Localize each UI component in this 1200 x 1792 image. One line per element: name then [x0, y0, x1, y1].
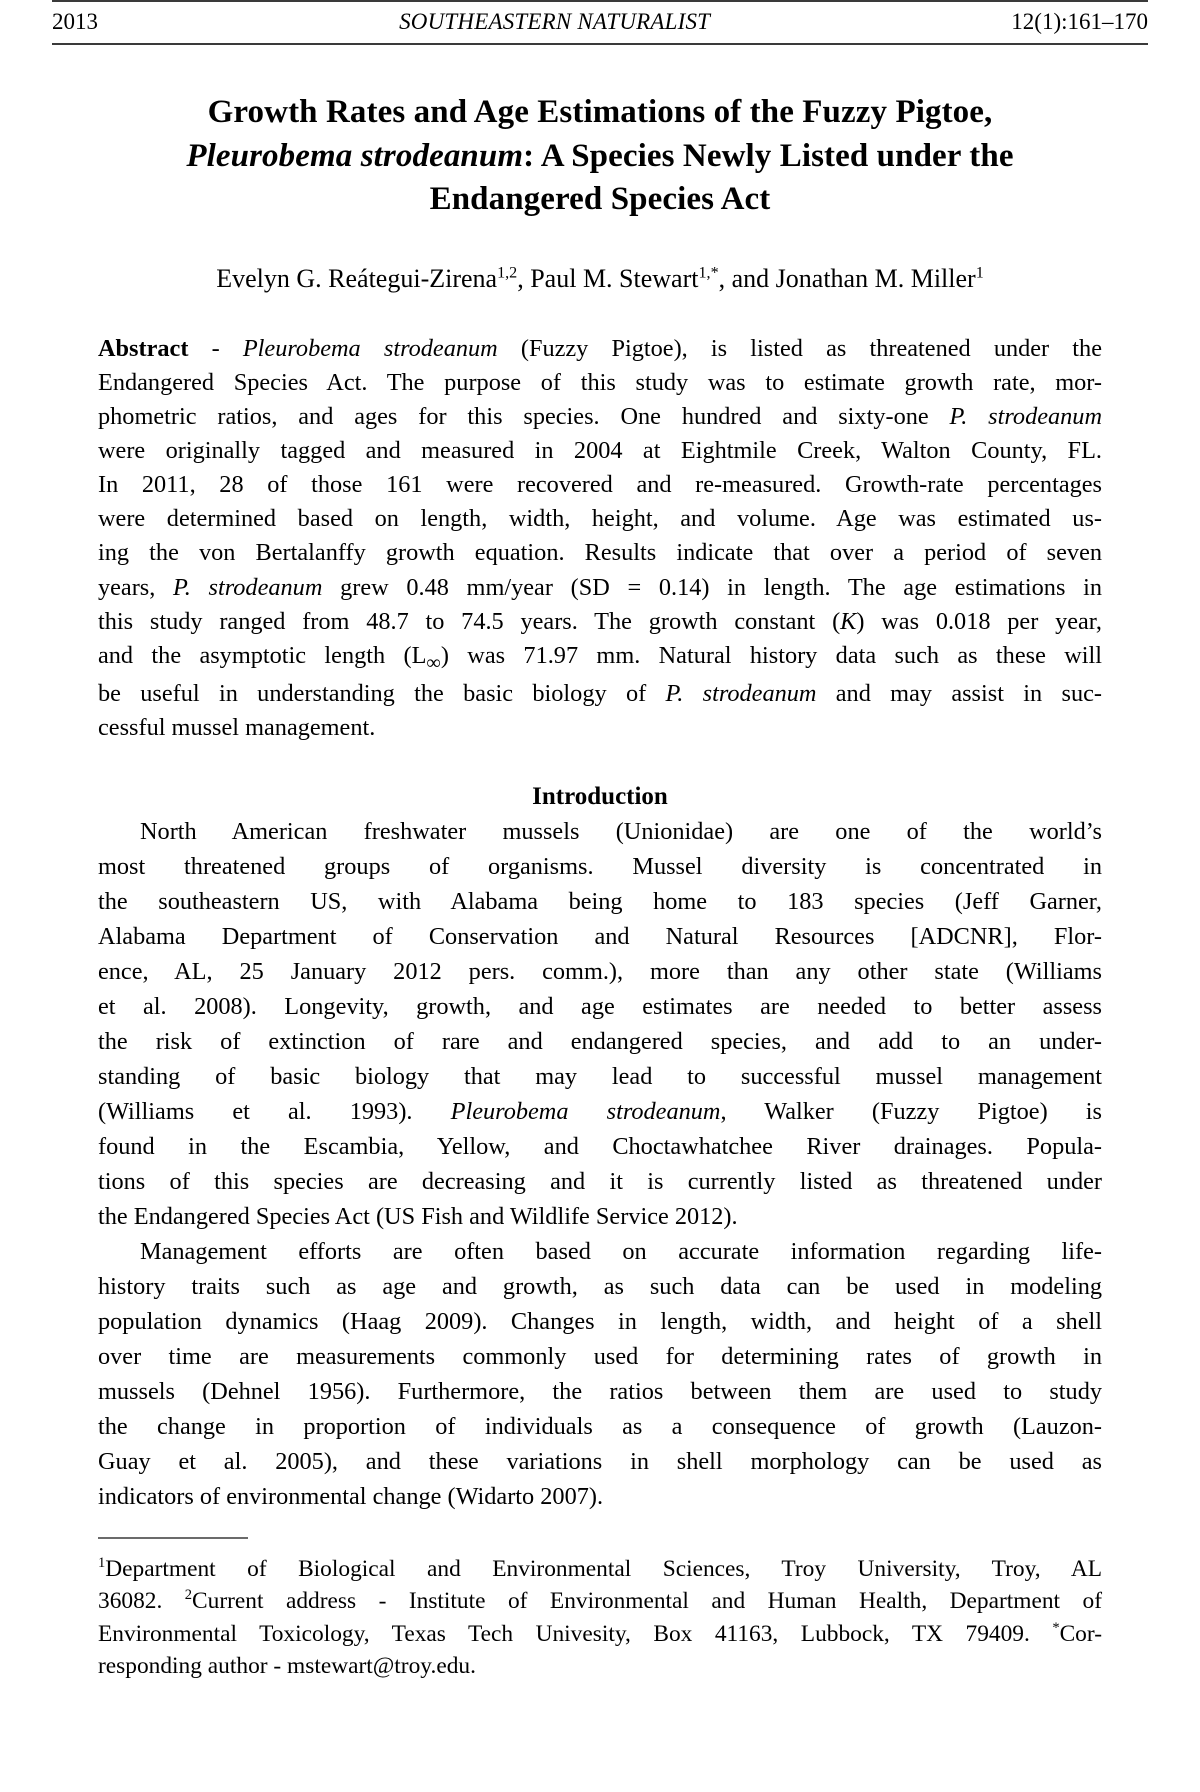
abstract-species-4: P. strodeanum [665, 680, 817, 708]
body-line: indicators of environmental change (Widarto 2007). [98, 1483, 604, 1511]
author-3-affiliation-marker: 1 [975, 264, 984, 282]
title-line-3: Endangered Species Act [429, 181, 771, 218]
author-2-affiliation-marker: 1,* [698, 264, 719, 282]
author-1-affiliation-marker: 1,2 [497, 264, 518, 282]
page-title [100, 91, 1100, 222]
running-head [52, 0, 1148, 45]
title-species-name: Pleurobema strodeanum [186, 137, 524, 174]
body-line [98, 1095, 1102, 1130]
abstract-dash: - [188, 334, 243, 362]
abstract-growth-constant-symbol: K [840, 607, 857, 635]
abstract-line-11b: and may assist in suc- [816, 680, 1102, 708]
body-line [98, 1235, 1102, 1270]
body-line-9b: , Walker (Fuzzy Pigtoe) is [720, 1098, 1103, 1126]
abstract-line [98, 332, 1102, 366]
footnote-block [98, 1553, 1102, 1682]
intro-paragraph-2 [98, 1235, 1102, 1515]
footnote-line-2a: 36082. [98, 1588, 185, 1615]
body-line: the southeastern US, with Alabama being home to 183 species (Jeff Garner, [98, 888, 1102, 916]
abstract-block [98, 332, 1102, 746]
abstract-species-2: P. strodeanum [949, 402, 1102, 430]
body-line [98, 815, 1102, 850]
abstract-species-1: Pleurobema strodeanum [242, 334, 498, 362]
abstract-line [98, 571, 1102, 605]
abstract-line [98, 605, 1102, 639]
footnote-line [98, 1553, 1102, 1585]
abstract-line-9a: this study ranged from 48.7 to 74.5 years. The growth constant ( [98, 607, 841, 635]
body-line: most threatened groups of organisms. Mussel diversity is concentrated in [98, 853, 1102, 881]
body-line: over time are measurements commonly used for determining rates of growth in [98, 1343, 1102, 1371]
abstract-line: cessful mussel management. [98, 714, 376, 742]
body-line: found in the Escambia, Yellow, and Choctawhatchee River drainages. Popula- [98, 1133, 1102, 1161]
body-line-text: Management efforts are often based on accurate information regarding life- [140, 1238, 1102, 1266]
abstract-line: Endangered Species Act. The purpose of this study was to estimate growth rate, mor- [98, 368, 1102, 396]
abstract-line: were originally tagged and measured in 2004 at Eightmile Creek, Walton County, FL. [98, 437, 1102, 465]
body-line: the Endangered Species Act (US Fish and Wildlife Service 2012). [98, 1203, 738, 1231]
footnote-line-3b: Cor- [1059, 1620, 1102, 1647]
author-separator-2: , and [718, 263, 776, 293]
body-line: et al. 2008). Longevity, growth, and age estimates are needed to better assess [98, 993, 1102, 1021]
abstract-line-1-rest: (Fuzzy Pigtoe), is listed as threatened under the [497, 334, 1102, 362]
footnote-line [98, 1585, 1102, 1617]
abstract-line-8b: grew 0.48 mm/year (SD = 0.14) in length. The age estimations in [322, 573, 1102, 601]
running-head-journal-title: SOUTHEASTERN NATURALIST [399, 9, 711, 34]
running-head-year: 2013 [52, 9, 98, 34]
intro-paragraph-1 [98, 815, 1102, 1235]
abstract-line [98, 400, 1102, 434]
body-line: tions of this species are decreasing and it is currently listed as threatened under [98, 1168, 1102, 1196]
footnote-marker-1: 1 [98, 1555, 106, 1572]
abstract-line-9b: ) was 0.018 per year, [856, 607, 1102, 635]
body-line: ence, AL, 25 January 2012 pers. comm.), more than any other state (Williams [98, 958, 1102, 986]
footnote-marker-asterisk: * [1052, 1619, 1060, 1636]
abstract-line: In 2011, 28 of those 161 were recovered and re-measured. Growth-rate percentages [98, 471, 1102, 499]
intro-species-name: Pleurobema strodeanum [450, 1098, 721, 1126]
abstract-line-10a: and the asymptotic length (L [98, 641, 427, 669]
footnote-line-2b: Current address - Institute of Environmental and Human Health, Department of [192, 1588, 1102, 1615]
abstract-species-3: P. strodeanum [173, 573, 323, 601]
body-line: the change in proportion of individuals as a consequence of growth (Lauzon- [98, 1413, 1102, 1441]
footnote-line-1: Department of Biological and Environmental Sciences, Troy University, Troy, AL [105, 1556, 1102, 1583]
footnote-marker-2: 2 [184, 1587, 193, 1604]
body-line: mussels (Dehnel 1956). Furthermore, the ratios between them are used to study [98, 1378, 1102, 1406]
abstract-line [98, 639, 1102, 677]
footnote-line-3a: Environmental Toxicology, Texas Tech Univesity, Box 41163, Lubbock, TX 79409. [98, 1620, 1053, 1647]
abstract-label: Abstract [98, 334, 189, 362]
body-line-text: North American freshwater mussels (Unionidae) are one of the world’s [140, 818, 1102, 846]
section-heading-introduction: Introduction [532, 783, 668, 811]
abstract-line-10b: ) was 71.97 mm. Natural history data such as these will [440, 641, 1102, 669]
abstract-line-3a: phometric ratios, and ages for this species. One hundred and sixty-one [98, 402, 950, 430]
body-line-9a: (Williams et al. 1993). [98, 1098, 451, 1126]
footnote-line: responding author - mstewart@troy.edu. [98, 1652, 476, 1679]
author-list [88, 262, 1112, 296]
title-line-1: Growth Rates and Age Estimations of the Fuzzy Pigtoe, [207, 94, 993, 131]
running-head-citation: 12(1):161–170 [1011, 9, 1148, 34]
body-line: Guay et al. 2005), and these variations in shell morphology can be used as [98, 1448, 1102, 1476]
footnote-line [98, 1618, 1102, 1650]
abstract-line-11a: be useful in understanding the basic biology of [98, 680, 666, 708]
footnote-separator-rule [98, 1537, 248, 1539]
author-3-name: Jonathan M. Miller [775, 263, 976, 293]
body-line: history traits such as age and growth, as such data can be used in modeling [98, 1273, 1102, 1301]
author-1-name: Evelyn G. Reátegui-Zirena [216, 263, 498, 293]
abstract-line: ing the von Bertalanffy growth equation. Results indicate that over a period of seven [98, 539, 1102, 567]
introduction-body [98, 815, 1102, 1515]
abstract-line-8a: years, [98, 573, 174, 601]
abstract-line [98, 677, 1102, 711]
body-line: population dynamics (Haag 2009). Changes in length, width, and height of a shell [98, 1308, 1102, 1336]
infinity-subscript: ∞ [426, 651, 441, 674]
author-2-name: Paul M. Stewart [530, 263, 699, 293]
author-separator-1: , [517, 263, 531, 293]
title-line-2-rest: : A Species Newly Listed under the [523, 137, 1014, 174]
abstract-line: were determined based on length, width, height, and volume. Age was estimated us- [98, 505, 1102, 533]
body-line: Alabama Department of Conservation and Natural Resources [ADCNR], Flor- [98, 923, 1102, 951]
body-line: standing of basic biology that may lead to successful mussel management [98, 1063, 1102, 1091]
body-line: the risk of extinction of rare and endangered species, and add to an under- [98, 1028, 1102, 1056]
